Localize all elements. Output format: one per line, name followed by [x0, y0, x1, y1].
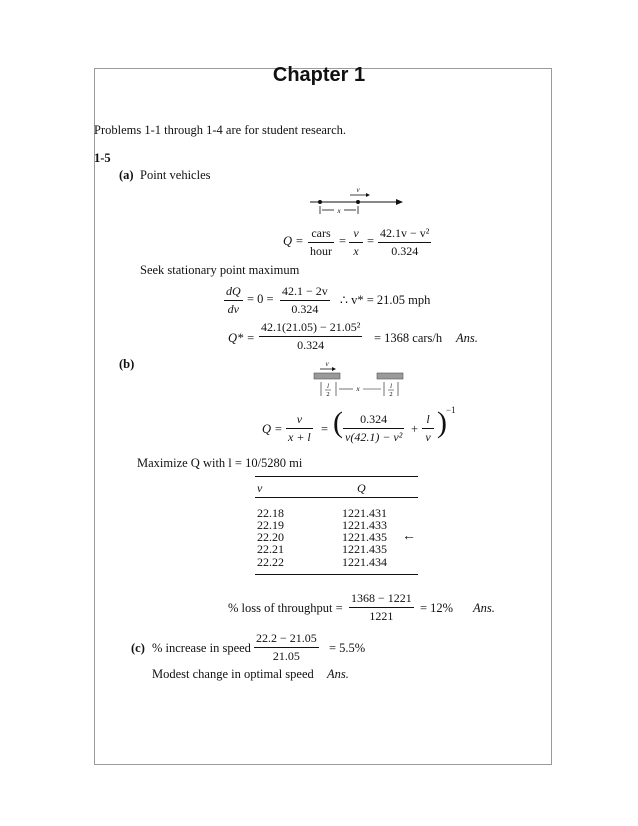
b-fraction-v-xl: v x + l	[288, 412, 311, 444]
part-c-label: (c)	[131, 641, 145, 655]
vehicle-point	[356, 200, 360, 204]
diagram-v-label: v	[356, 186, 360, 194]
svg-text:2: 2	[326, 391, 330, 398]
b-fraction-l-v: l v	[422, 412, 434, 444]
problem-number: 1-5	[94, 151, 111, 165]
speed-fraction: 22.2 − 21.05 21.05	[256, 631, 317, 663]
vehicle-rect	[314, 373, 340, 379]
optimal-speed-result: ∴ v* = 21.05 mph	[340, 293, 431, 307]
loss-result: = 12%	[420, 601, 454, 615]
intro-text: Problems 1-1 through 1-4 are for student research.	[94, 123, 347, 137]
b-fraction-polynomial: 0.324 v(42.1) − v²	[345, 412, 403, 444]
svg-text:v: v	[325, 360, 329, 368]
conclusion-text: Modest change in optimal speed	[152, 667, 314, 681]
svg-text:l: l	[327, 383, 329, 390]
point-vehicles-diagram	[300, 186, 410, 220]
svg-text:l: l	[390, 383, 392, 390]
table-top-rule	[255, 476, 418, 477]
seek-text: Seek stationary point maximum	[140, 263, 300, 277]
svg-text:x: x	[356, 385, 360, 393]
table-header-q: Q	[357, 481, 366, 495]
part-a-heading: Point vehicles	[140, 168, 211, 182]
loss-label: % loss of throughput =	[228, 601, 343, 615]
svg-text:2: 2	[389, 391, 393, 398]
chapter-title: Chapter 1	[272, 64, 366, 86]
q-fraction-cars-hour: cars hour	[310, 226, 332, 258]
velocity-arrow-icon	[332, 367, 336, 371]
q-fraction-v-x: v x	[349, 226, 363, 258]
maximize-text: Maximize Q with l = 10/5280 mi	[137, 456, 303, 470]
speed-label: % increase in speed	[152, 641, 251, 655]
derivative-dq-dv: dQ dv	[226, 284, 241, 316]
table-header-rule	[255, 497, 418, 498]
qstar-result: = 1368 cars/h	[374, 331, 443, 345]
qstar-fraction: 42.1(21.05) − 21.05² 0.324	[261, 320, 361, 352]
vehicle-length-diagram	[308, 360, 408, 402]
q-fraction-polynomial: 42.1v − v² 0.324	[380, 226, 430, 258]
derivative-fraction: 42.1 − 2v 0.324	[282, 284, 328, 316]
velocity-arrow-icon	[366, 193, 370, 197]
vehicle-point	[318, 200, 322, 204]
table-header-v: v	[257, 481, 263, 495]
vehicle-rect	[377, 373, 403, 379]
speed-result: = 5.5%	[329, 641, 366, 655]
road-arrow-icon	[396, 199, 403, 205]
max-marker-arrow-icon: ←	[402, 529, 416, 544]
loss-fraction: 1368 − 1221 1221	[351, 591, 412, 623]
part-a-label: (a)	[119, 168, 134, 182]
q-lhs: Q =	[283, 234, 304, 248]
part-b-label: (b)	[119, 357, 135, 371]
diagram-x-label: x	[337, 207, 341, 215]
table-bottom-rule	[255, 574, 418, 575]
